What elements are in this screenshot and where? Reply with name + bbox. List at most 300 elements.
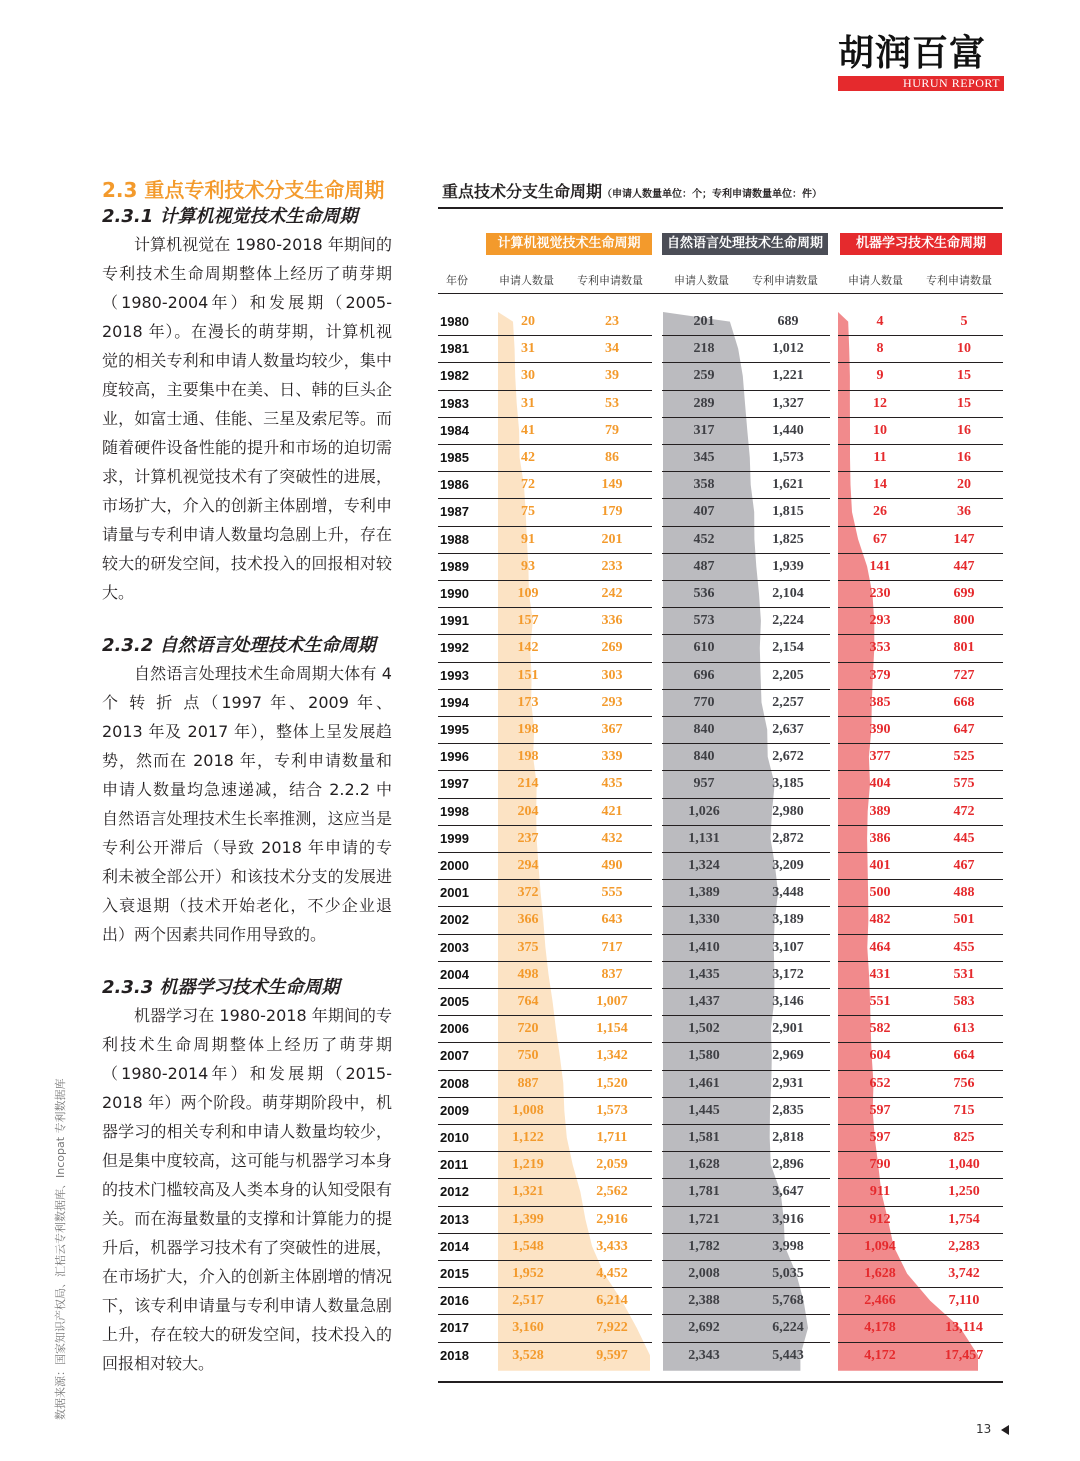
cell-cv-applicants: 887 xyxy=(517,1075,539,1091)
cell-cv-applicants: 3,160 xyxy=(512,1320,544,1336)
cell-ml-applicants: 597 xyxy=(869,1102,891,1118)
cell-cv-applicants: 1,399 xyxy=(512,1211,544,1227)
cell-ml-patents: 501 xyxy=(953,912,975,928)
cell-year: 1993 xyxy=(440,667,469,683)
cell-year: 1988 xyxy=(440,531,469,547)
cell-nlp-patents: 3,647 xyxy=(772,1184,804,1200)
cell-ml-patents: 1,754 xyxy=(948,1211,980,1227)
cell-cv-applicants: 31 xyxy=(521,341,535,357)
cell-year: 1983 xyxy=(440,395,469,411)
cell-year: 1991 xyxy=(440,613,469,629)
cell-cv-patents: 643 xyxy=(601,912,623,928)
cell-nlp-patents: 2,980 xyxy=(772,803,804,819)
cell-nlp-patents: 3,998 xyxy=(772,1238,804,1254)
cell-ml-applicants: 11 xyxy=(873,450,887,465)
table-row xyxy=(438,1015,1003,1042)
cell-cv-patents: 23 xyxy=(605,314,619,329)
cell-nlp-applicants: 1,461 xyxy=(688,1075,720,1091)
cell-ml-applicants: 14 xyxy=(873,477,887,493)
cell-ml-applicants: 482 xyxy=(869,912,891,928)
cell-nlp-patents: 2,672 xyxy=(772,749,804,765)
cell-nlp-patents: 1,327 xyxy=(772,395,804,411)
cell-cv-patents: 421 xyxy=(601,803,623,819)
cell-year: 1997 xyxy=(440,776,469,792)
cell-ml-applicants: 911 xyxy=(869,1184,891,1200)
cell-nlp-patents: 2,104 xyxy=(772,586,804,601)
cell-nlp-applicants: 1,437 xyxy=(688,994,720,1009)
cell-cv-patents: 367 xyxy=(601,722,623,737)
cell-ml-applicants: 389 xyxy=(869,803,891,819)
cell-nlp-patents: 689 xyxy=(777,314,799,329)
cell-cv-applicants: 157 xyxy=(517,613,539,629)
cell-nlp-applicants: 1,330 xyxy=(688,912,720,928)
cell-ml-applicants: 582 xyxy=(869,1021,891,1037)
table-row xyxy=(438,1287,1003,1314)
cell-nlp-patents: 3,107 xyxy=(772,939,804,955)
cell-ml-applicants: 377 xyxy=(869,749,891,765)
cell-ml-applicants: 26 xyxy=(873,504,887,520)
cell-cv-patents: 1,154 xyxy=(596,1021,628,1037)
table-row xyxy=(438,1124,1003,1151)
cell-year: 1996 xyxy=(440,749,469,765)
cell-nlp-patents: 2,637 xyxy=(772,722,804,737)
cell-cv-patents: 432 xyxy=(601,830,623,846)
cell-nlp-patents: 1,440 xyxy=(772,422,804,438)
table-row xyxy=(438,798,1003,825)
cell-cv-patents: 435 xyxy=(601,776,623,792)
subsection-heading-ml: 2.3.3 机器学习技术生命周期 xyxy=(102,977,340,998)
table-row xyxy=(438,662,1003,689)
cell-ml-applicants: 293 xyxy=(869,613,891,629)
cell-cv-patents: 2,059 xyxy=(596,1157,628,1173)
cell-ml-patents: 613 xyxy=(953,1021,975,1037)
table-row xyxy=(438,1042,1003,1069)
cell-year: 1985 xyxy=(440,450,469,465)
column-header-ml-applicants: 申请人数量 xyxy=(848,274,903,287)
cell-ml-patents: 801 xyxy=(953,640,975,656)
cell-nlp-patents: 1,939 xyxy=(772,558,804,574)
cell-ml-applicants: 500 xyxy=(869,885,891,901)
cell-ml-applicants: 9 xyxy=(876,368,884,384)
cell-ml-patents: 15 xyxy=(957,395,971,411)
cell-nlp-patents: 3,448 xyxy=(772,885,804,901)
cell-year: 1995 xyxy=(440,722,469,737)
cell-cv-applicants: 372 xyxy=(517,885,539,901)
subsection-heading-nlp: 2.3.2 自然语言处理技术生命周期 xyxy=(102,635,376,656)
column-header-nlp-applicants: 申请人数量 xyxy=(674,274,729,287)
cell-ml-patents: 664 xyxy=(953,1048,975,1064)
cell-nlp-applicants: 957 xyxy=(693,776,715,792)
cell-nlp-patents: 2,896 xyxy=(772,1157,804,1173)
table-row xyxy=(438,770,1003,797)
paragraph-cv: 计算机视觉在 1980-2018 年期间的专利技术生命周期整体上经历了萌芽期（1980-2004年）和发展期（2005-2018 年）。在漫长的萌芽期，计算机视觉的相关专利和申请人数量均较少，集中度较高，主要集中在美、日、韩的巨头企业，如富士通、佳能、三星及索尼等。而随着硬件设备性能的提升和市场的迫切需求，计算机视觉技术有了突破性的进展，市场扩大，介入的创新主体剧增，专利申请量与专利申请人数量均急剧上升，存在较大的研发空间，技术投入的回报相对较大。 xyxy=(102,235,392,602)
group-label-cv: 计算机视觉技术生命周期 xyxy=(486,233,652,255)
cell-nlp-applicants: 1,628 xyxy=(688,1157,720,1173)
cell-cv-applicants: 142 xyxy=(517,640,539,656)
table-row xyxy=(438,879,1003,906)
cell-nlp-patents: 3,189 xyxy=(772,912,804,928)
cell-year: 1998 xyxy=(440,803,469,819)
left-triangle-icon xyxy=(1001,1425,1009,1435)
table-row xyxy=(438,852,1003,879)
cell-nlp-applicants: 1,781 xyxy=(688,1184,720,1200)
cell-year: 1986 xyxy=(440,477,469,493)
cell-ml-patents: 7,110 xyxy=(948,1293,980,1309)
cell-nlp-applicants: 573 xyxy=(693,613,715,629)
header-rule xyxy=(438,293,1003,294)
table-row xyxy=(438,988,1003,1015)
cell-nlp-applicants: 1,026 xyxy=(688,803,720,819)
cell-ml-applicants: 431 xyxy=(869,966,891,982)
cell-cv-patents: 86 xyxy=(605,450,619,465)
cell-year: 1982 xyxy=(440,368,469,384)
logo-english-bar: HURUN REPORT xyxy=(838,76,1004,91)
cell-year: 1989 xyxy=(440,558,469,574)
cell-cv-applicants: 720 xyxy=(517,1021,539,1037)
table-row xyxy=(438,1206,1003,1233)
page-number-text: 13 xyxy=(976,1422,992,1436)
cell-cv-patents: 2,916 xyxy=(596,1211,628,1227)
cell-year: 1987 xyxy=(440,504,469,520)
cell-nlp-patents: 3,209 xyxy=(772,858,804,873)
cell-ml-patents: 647 xyxy=(953,722,975,737)
paragraph-nlp: 自然语言处理技术生命周期大体有 4 个 转 折 点（1997 年、2009 年、2013 年及 2017 年），整体上呈发展趋势，然而在 2018 年，专利申请数量和申请人数量均急速递减，结合 2.2.2 中自然语言处理技术生长率推测，这应当是专利公开滞后（导致 2018 年申请的专利未被全部公开）和该技术分支的发展进入衰退期（技术开始老化，不少企业退出）两个因素共同作用导致的。 xyxy=(102,664,392,944)
cell-ml-applicants: 4,172 xyxy=(864,1347,896,1363)
cell-ml-patents: 3,742 xyxy=(948,1266,980,1281)
cell-ml-patents: 20 xyxy=(957,477,971,493)
cell-ml-patents: 699 xyxy=(953,586,975,601)
cell-nlp-applicants: 840 xyxy=(693,749,715,765)
cell-cv-applicants: 20 xyxy=(521,314,535,329)
cell-cv-patents: 7,922 xyxy=(596,1320,628,1336)
logo-chinese-text: 胡润百富 xyxy=(838,33,987,74)
cell-cv-patents: 4,452 xyxy=(596,1266,628,1281)
subsection-heading-cv: 2.3.1 计算机视觉技术生命周期 xyxy=(102,206,358,227)
table-row xyxy=(438,444,1003,471)
cell-year: 2011 xyxy=(440,1157,469,1173)
cell-ml-applicants: 4,178 xyxy=(864,1320,896,1336)
cell-cv-applicants: 173 xyxy=(517,694,539,710)
cell-year: 2002 xyxy=(440,912,469,928)
cell-nlp-applicants: 317 xyxy=(693,422,715,438)
cell-cv-applicants: 91 xyxy=(521,531,535,547)
table-row xyxy=(438,308,1003,335)
cell-ml-patents: 147 xyxy=(953,531,975,547)
table-row xyxy=(438,1151,1003,1178)
cell-year: 2012 xyxy=(440,1184,469,1200)
cell-nlp-patents: 3,172 xyxy=(772,966,804,982)
cell-ml-applicants: 1,628 xyxy=(864,1266,896,1281)
cell-ml-applicants: 790 xyxy=(869,1157,891,1173)
cell-cv-patents: 1,520 xyxy=(596,1075,628,1091)
table-row xyxy=(438,689,1003,716)
cell-cv-patents: 269 xyxy=(601,640,623,656)
table-row xyxy=(438,1314,1003,1341)
cell-cv-applicants: 93 xyxy=(521,558,535,574)
cell-ml-patents: 16 xyxy=(957,422,971,438)
cell-cv-patents: 233 xyxy=(601,558,623,574)
cell-nlp-applicants: 345 xyxy=(693,450,715,465)
cell-ml-patents: 16 xyxy=(957,450,971,465)
group-label-nlp: 自然语言处理技术生命周期 xyxy=(662,233,828,255)
cell-nlp-applicants: 201 xyxy=(693,314,715,329)
cell-cv-patents: 1,007 xyxy=(596,994,628,1009)
cell-year: 2016 xyxy=(440,1293,469,1309)
cell-ml-applicants: 12 xyxy=(873,395,887,411)
cell-cv-patents: 179 xyxy=(601,504,623,520)
cell-nlp-applicants: 1,410 xyxy=(688,939,720,955)
cell-year: 2017 xyxy=(440,1320,469,1336)
cell-ml-applicants: 404 xyxy=(869,776,891,792)
table-unit-note: （申请人数量单位：个；专利申请数量单位：件） xyxy=(602,189,823,200)
cell-ml-patents: 472 xyxy=(953,803,975,819)
cell-cv-applicants: 31 xyxy=(521,395,535,411)
cell-year: 1992 xyxy=(440,640,469,656)
cell-cv-patents: 1,573 xyxy=(596,1102,628,1118)
cell-nlp-patents: 2,969 xyxy=(772,1048,804,1064)
table-row xyxy=(438,498,1003,525)
cell-cv-applicants: 198 xyxy=(517,749,539,765)
cell-nlp-applicants: 407 xyxy=(693,504,715,520)
cell-cv-patents: 79 xyxy=(605,422,619,438)
cell-nlp-applicants: 2,008 xyxy=(688,1266,720,1281)
cell-ml-applicants: 385 xyxy=(869,694,891,710)
cell-ml-patents: 756 xyxy=(953,1075,975,1091)
table-row xyxy=(438,934,1003,961)
cell-nlp-applicants: 536 xyxy=(693,586,715,601)
cell-cv-patents: 336 xyxy=(601,613,623,629)
cell-nlp-patents: 1,221 xyxy=(772,368,804,384)
cell-cv-applicants: 214 xyxy=(517,776,539,792)
paragraph-ml: 机器学习在 1980-2018 年期间的专利技术生命周期整体上经历了萌芽期（1980-2014年）和发展期（2015-2018 年）两个阶段。萌芽期阶段中，机器学习的相关专利和申请人数量均较少，但是集中度较高，这可能与机器学习本身的技术门槛较高及人类本身的认知受限有关。而在海量数量的支撑和计算能力的提升后，机器学习技术有了突破性的进展，在市场扩大，介入的创新主体剧增的情况下，该专利申请量与专利申请人数量急剧上升，存在较大的研发空间，技术投入的回报相对较大。 xyxy=(102,1006,392,1373)
table-row xyxy=(438,1097,1003,1124)
cell-cv-applicants: 366 xyxy=(517,912,539,928)
group-label-ml: 机器学习技术生命周期 xyxy=(840,233,1002,255)
cell-cv-applicants: 109 xyxy=(517,586,539,601)
cell-year: 2015 xyxy=(440,1266,469,1281)
cell-year: 2003 xyxy=(440,939,469,955)
cell-cv-applicants: 41 xyxy=(521,422,535,438)
table-title-text: 重点技术分支生命周期 xyxy=(442,182,603,201)
table-row xyxy=(438,743,1003,770)
cell-nlp-patents: 2,872 xyxy=(772,830,804,846)
cell-ml-patents: 575 xyxy=(953,776,975,792)
cell-cv-applicants: 237 xyxy=(517,830,539,846)
cell-ml-applicants: 67 xyxy=(873,531,887,547)
page-number xyxy=(976,1422,1009,1436)
cell-year: 1990 xyxy=(440,586,469,601)
cell-cv-patents: 837 xyxy=(601,966,623,982)
cell-ml-patents: 800 xyxy=(953,613,975,629)
cell-cv-applicants: 375 xyxy=(517,939,539,955)
cell-ml-applicants: 2,466 xyxy=(864,1293,896,1309)
cell-nlp-applicants: 1,580 xyxy=(688,1048,720,1064)
table-row xyxy=(438,390,1003,417)
table-row xyxy=(438,607,1003,634)
cell-year: 1981 xyxy=(440,341,469,357)
cell-nlp-applicants: 452 xyxy=(693,531,715,547)
table-row xyxy=(438,1342,1003,1369)
cell-nlp-patents: 2,154 xyxy=(772,640,804,656)
cell-nlp-applicants: 1,131 xyxy=(688,830,720,846)
cell-nlp-applicants: 1,502 xyxy=(688,1021,720,1037)
cell-cv-applicants: 2,517 xyxy=(512,1293,544,1309)
cell-cv-patents: 201 xyxy=(601,531,623,547)
cell-nlp-patents: 3,146 xyxy=(772,994,804,1009)
cell-cv-patents: 490 xyxy=(601,858,623,873)
cell-nlp-patents: 2,901 xyxy=(772,1021,804,1037)
cell-nlp-patents: 5,443 xyxy=(772,1347,804,1363)
cell-ml-applicants: 1,094 xyxy=(864,1238,896,1254)
cell-ml-applicants: 141 xyxy=(869,558,891,574)
cell-cv-applicants: 30 xyxy=(521,368,535,384)
column-header-cv-applicants: 申请人数量 xyxy=(499,274,554,287)
cell-nlp-patents: 1,815 xyxy=(772,504,804,520)
cell-cv-patents: 303 xyxy=(601,667,623,683)
source-note-text: 数据来源：国家知识产权局、汇桔云专利数据库、Incopat 专利数据库 xyxy=(54,1078,67,1420)
cell-cv-patents: 242 xyxy=(601,586,623,601)
cell-cv-applicants: 3,528 xyxy=(512,1347,544,1363)
table-row xyxy=(438,1260,1003,1287)
table-row xyxy=(438,580,1003,607)
cell-cv-applicants: 764 xyxy=(517,994,539,1009)
cell-ml-patents: 2,283 xyxy=(948,1238,980,1254)
cell-cv-patents: 555 xyxy=(601,885,623,901)
table-row xyxy=(438,906,1003,933)
cell-year: 1980 xyxy=(440,314,469,329)
cell-ml-patents: 5 xyxy=(960,314,968,329)
column-header-ml-patents: 专利申请数量 xyxy=(926,274,992,287)
cell-cv-applicants: 72 xyxy=(521,477,535,493)
cell-nlp-patents: 2,835 xyxy=(772,1102,804,1118)
cell-cv-applicants: 204 xyxy=(517,803,539,819)
cell-nlp-applicants: 1,721 xyxy=(688,1211,720,1227)
cell-nlp-applicants: 1,324 xyxy=(688,858,720,873)
cell-nlp-applicants: 840 xyxy=(693,722,715,737)
table-row xyxy=(438,634,1003,661)
cell-nlp-patents: 1,573 xyxy=(772,450,804,465)
cell-cv-patents: 1,342 xyxy=(596,1048,628,1064)
cell-nlp-patents: 2,205 xyxy=(772,667,804,683)
cell-year: 2014 xyxy=(440,1238,469,1254)
cell-nlp-applicants: 218 xyxy=(693,341,715,357)
cell-ml-applicants: 597 xyxy=(869,1130,891,1145)
cell-year: 2010 xyxy=(440,1130,469,1145)
cell-ml-patents: 455 xyxy=(953,939,975,955)
column-header-year: 年份 xyxy=(446,274,468,287)
table-row xyxy=(438,1233,1003,1260)
cell-ml-applicants: 379 xyxy=(869,667,891,683)
cell-ml-patents: 531 xyxy=(953,966,975,982)
cell-cv-patents: 6,214 xyxy=(596,1293,628,1309)
cell-nlp-applicants: 1,435 xyxy=(688,966,720,982)
table-row xyxy=(438,1178,1003,1205)
cell-cv-patents: 293 xyxy=(601,694,623,710)
cell-ml-patents: 36 xyxy=(957,504,971,520)
cell-nlp-applicants: 770 xyxy=(693,694,715,710)
cell-nlp-patents: 2,818 xyxy=(772,1130,804,1145)
cell-cv-patents: 39 xyxy=(605,368,619,384)
cell-ml-applicants: 353 xyxy=(869,640,891,656)
cell-ml-patents: 447 xyxy=(953,558,975,574)
cell-nlp-patents: 5,035 xyxy=(772,1266,804,1281)
cell-year: 2006 xyxy=(440,1021,469,1037)
table-row xyxy=(438,716,1003,743)
cell-cv-patents: 149 xyxy=(601,477,623,493)
cell-year: 2018 xyxy=(440,1347,469,1363)
cell-ml-applicants: 401 xyxy=(869,858,891,873)
table-row xyxy=(438,961,1003,988)
cell-nlp-applicants: 1,782 xyxy=(688,1238,720,1254)
cell-ml-patents: 17,457 xyxy=(944,1347,984,1363)
cell-cv-patents: 339 xyxy=(601,749,623,765)
cell-cv-applicants: 1,548 xyxy=(512,1238,544,1254)
cell-ml-patents: 488 xyxy=(953,885,975,901)
cell-cv-applicants: 42 xyxy=(521,450,535,465)
cell-year: 1994 xyxy=(440,694,469,710)
cell-nlp-patents: 6,224 xyxy=(772,1320,804,1336)
cell-year: 2007 xyxy=(440,1048,469,1064)
cell-cv-applicants: 1,008 xyxy=(512,1102,544,1118)
table-row xyxy=(438,362,1003,389)
table-row xyxy=(438,471,1003,498)
table-row xyxy=(438,1070,1003,1097)
cell-cv-applicants: 1,122 xyxy=(512,1130,544,1145)
cell-nlp-patents: 2,224 xyxy=(772,613,804,629)
cell-nlp-patents: 2,257 xyxy=(772,694,804,710)
table-bottom-rule xyxy=(438,1381,1003,1383)
cell-nlp-applicants: 1,445 xyxy=(688,1102,720,1118)
cell-nlp-applicants: 2,692 xyxy=(688,1320,720,1336)
cell-cv-applicants: 198 xyxy=(517,722,539,737)
section-heading: 2.3 重点专利技术分支生命周期 xyxy=(102,178,385,202)
column-header-nlp-patents: 专利申请数量 xyxy=(752,274,818,287)
cell-nlp-patents: 1,012 xyxy=(772,341,804,357)
cell-nlp-applicants: 1,389 xyxy=(688,885,720,901)
cell-cv-applicants: 1,321 xyxy=(512,1184,544,1200)
cell-ml-applicants: 551 xyxy=(869,994,891,1009)
table-row xyxy=(438,335,1003,362)
cell-ml-patents: 15 xyxy=(957,368,971,384)
cell-nlp-applicants: 487 xyxy=(693,558,715,574)
cell-ml-patents: 825 xyxy=(953,1130,975,1145)
cell-year: 2009 xyxy=(440,1102,469,1118)
cell-nlp-applicants: 1,581 xyxy=(688,1130,720,1145)
cell-nlp-patents: 3,185 xyxy=(772,776,804,792)
cell-cv-applicants: 498 xyxy=(517,966,539,982)
cell-ml-patents: 727 xyxy=(953,667,975,683)
cell-ml-applicants: 230 xyxy=(869,586,891,601)
cell-ml-patents: 10 xyxy=(957,341,971,357)
cell-nlp-applicants: 289 xyxy=(693,395,715,411)
cell-nlp-applicants: 610 xyxy=(693,640,715,656)
cell-nlp-patents: 1,621 xyxy=(772,477,804,493)
cell-year: 2005 xyxy=(440,994,469,1009)
cell-ml-patents: 467 xyxy=(953,858,975,873)
cell-ml-applicants: 604 xyxy=(869,1048,891,1064)
cell-nlp-patents: 1,825 xyxy=(772,531,804,547)
cell-ml-patents: 1,040 xyxy=(948,1157,980,1173)
table-row xyxy=(438,553,1003,580)
cell-nlp-applicants: 2,343 xyxy=(688,1347,720,1363)
cell-nlp-applicants: 358 xyxy=(693,477,715,493)
cell-cv-patents: 3,433 xyxy=(596,1238,628,1254)
cell-cv-applicants: 151 xyxy=(517,667,539,683)
cell-cv-applicants: 1,219 xyxy=(512,1157,544,1173)
cell-ml-patents: 13,114 xyxy=(945,1320,983,1336)
cell-year: 2000 xyxy=(440,858,469,873)
cell-ml-patents: 525 xyxy=(953,749,975,765)
